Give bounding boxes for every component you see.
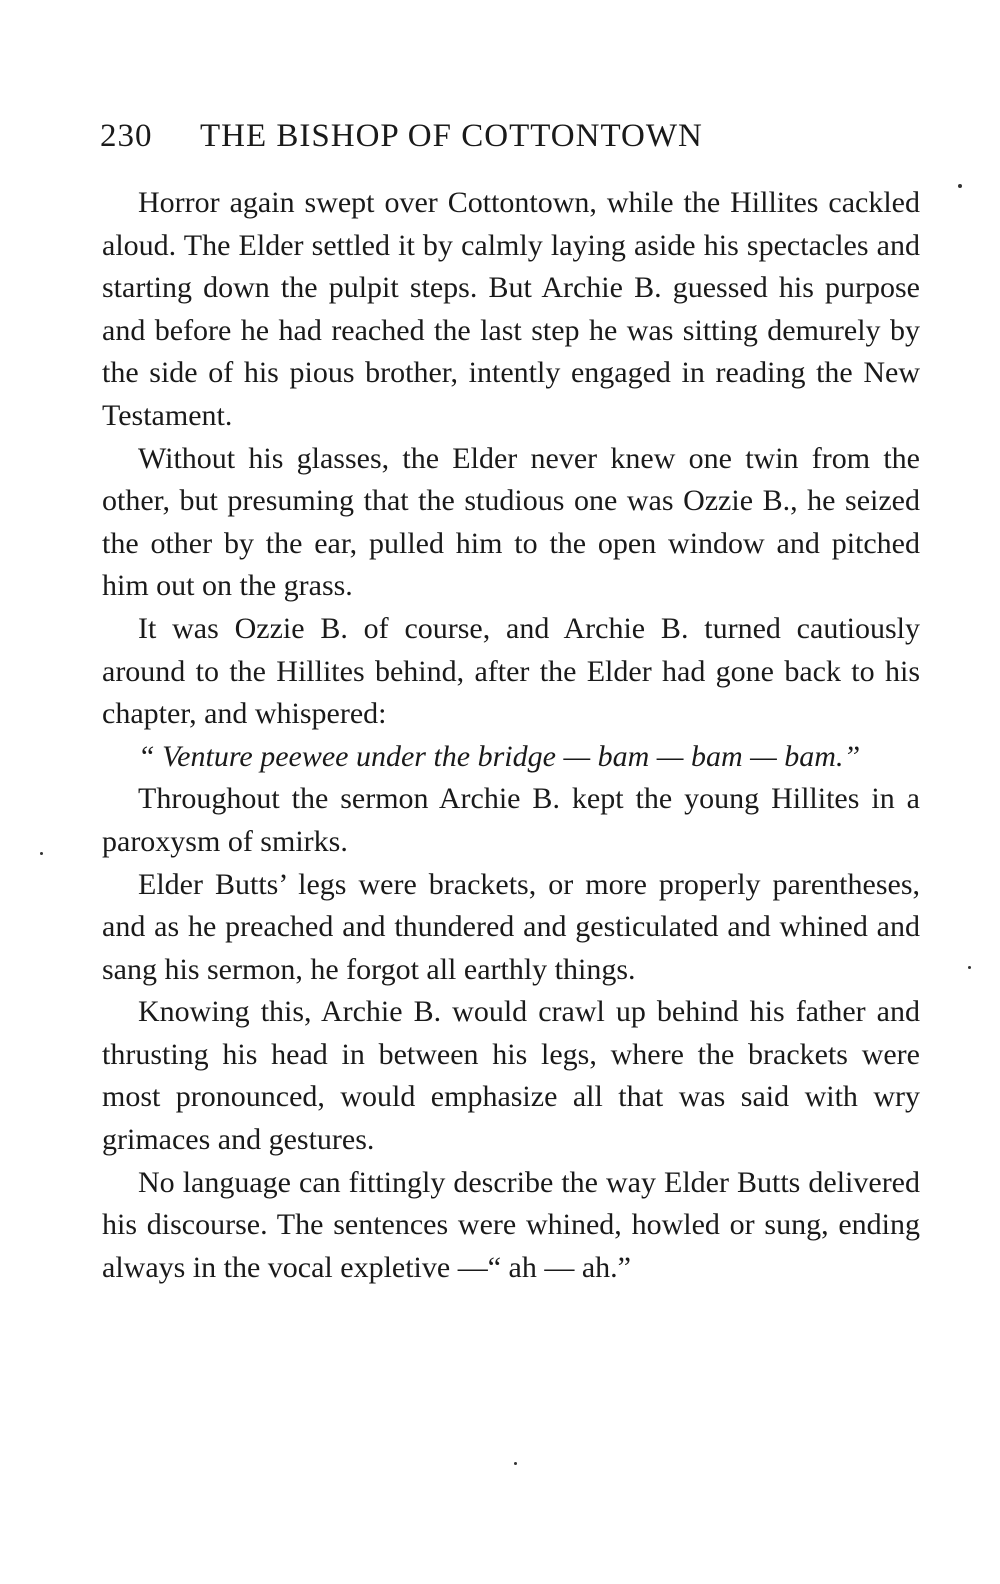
ink-speck	[968, 966, 971, 969]
page-number: 230	[100, 118, 153, 154]
ink-speck	[514, 1462, 517, 1465]
paragraph: Elder Butts’ legs were brackets, or more properly parentheses, and as he preached and thundered and gesticulated and whined and sang his sermon, he forgot all earthly things.	[102, 867, 920, 986]
paragraph: Without his glasses, the Elder never knew one twin from the other, but presuming that the studious one was Ozzie B., he seized the other by the ear, pulled him to the open window and pitched him out on the grass.	[102, 441, 920, 603]
ink-speck	[40, 852, 43, 855]
quoted-paragraph: “ Venture peewee under the bridge — bam — bam — bam.”	[138, 739, 861, 773]
paragraph: No language can fittingly describe the way Elder Butts delivered his discourse. The sentences were whined, howled or sung, ending always in the vocal expletive —“ ah — ah.”	[102, 1165, 920, 1284]
paragraph: Throughout the sermon Archie B. kept the young Hillites in a paroxysm of smirks.	[102, 782, 920, 858]
book-title: THE BISHOP OF COTTONTOWN	[200, 118, 703, 154]
body-text	[102, 182, 920, 1289]
paragraph: Knowing this, Archie B. would crawl up behind his father and thrusting his head in between his legs, where the brackets were most pronounced, would emphasize all that was said with wry grimaces and gestures.	[102, 995, 920, 1157]
paragraph: It was Ozzie B. of course, and Archie B. turned cautiously around to the Hillites behind, after the Elder had gone back to his chapter, and whispered:	[102, 611, 920, 731]
ink-speck	[958, 184, 962, 188]
running-head	[100, 118, 820, 166]
paragraph: Horror again swept over Cottontown, while the Hillites cackled aloud. The Elder settled it by calmly laying aside his spectacles and starting down the pulpit steps. But Archie B. guessed his purpose and before he had reached the last step he was sitting demurely by the side of his pious brother, intently engaged in reading the New Testament.	[102, 186, 920, 432]
